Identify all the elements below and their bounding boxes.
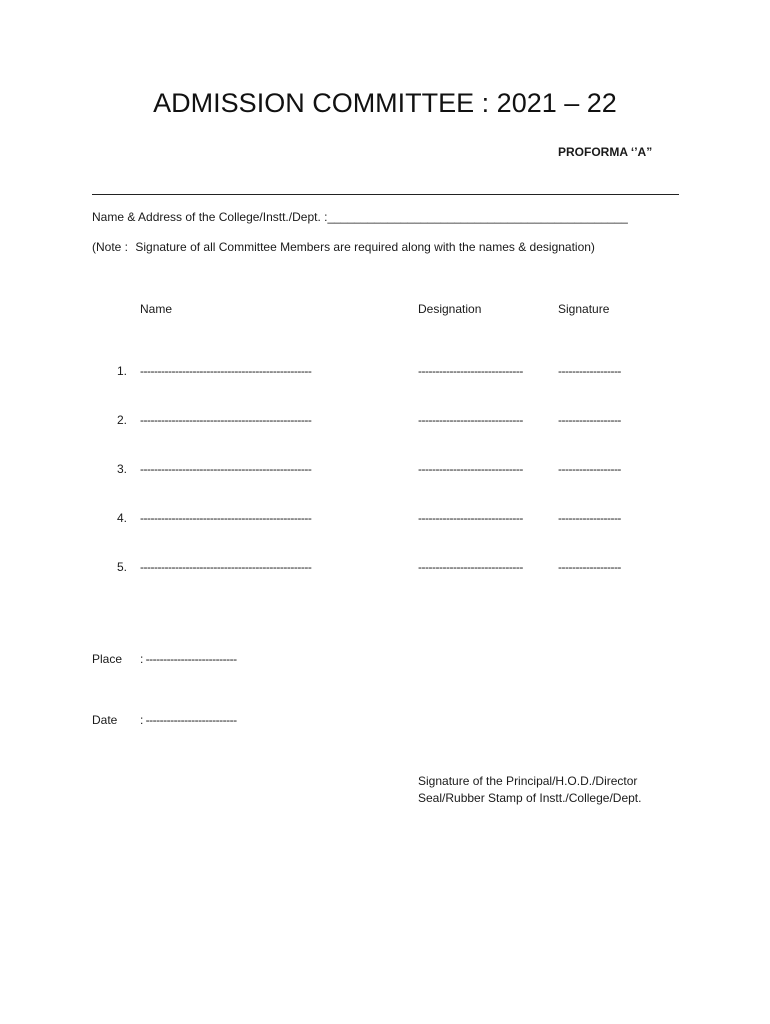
college-field-blank[interactable]: _____________________________________________ <box>327 210 628 224</box>
row-number: 3. <box>116 462 127 476</box>
row-signature-blank[interactable]: ------------------ <box>558 462 621 476</box>
row-signature-blank[interactable]: ------------------ <box>558 560 621 574</box>
college-field-label: Name & Address of the College/Instt./Dept. : <box>92 210 328 224</box>
row-number: 1. <box>116 364 127 378</box>
row-designation-blank[interactable]: ------------------------------ <box>418 364 523 378</box>
header-name: Name <box>140 302 173 316</box>
page-title: ADMISSION COMMITTEE : 2021 – 22 <box>153 88 617 118</box>
place-label: Place <box>92 652 123 666</box>
row-signature-blank[interactable]: ------------------ <box>558 511 621 525</box>
row-name-blank[interactable]: ------------------------------------------------- <box>140 413 312 427</box>
row-signature-blank[interactable]: ------------------ <box>558 413 621 427</box>
note-prefix: (Note : <box>92 240 129 254</box>
row-name-blank[interactable]: ------------------------------------------------- <box>140 511 312 525</box>
place-blank[interactable]: : -------------------------- <box>140 652 237 666</box>
row-name-blank[interactable]: ------------------------------------------------- <box>140 462 312 476</box>
row-designation-blank[interactable]: ------------------------------ <box>418 462 523 476</box>
row-name-blank[interactable]: ------------------------------------------------- <box>140 560 312 574</box>
row-number: 2. <box>116 413 127 427</box>
header-signature: Signature <box>558 302 610 316</box>
note <box>92 240 595 254</box>
date-blank[interactable]: : -------------------------- <box>140 713 237 727</box>
note-text: Signature of all Committee Members are required along with the names & designation) <box>135 240 595 254</box>
title-divider <box>92 194 679 195</box>
row-designation-blank[interactable]: ------------------------------ <box>418 560 523 574</box>
row-name-blank[interactable]: ------------------------------------------------- <box>140 364 312 378</box>
seal-stamp-label: Seal/Rubber Stamp of Instt./College/Dept. <box>418 791 642 805</box>
header-designation: Designation <box>418 302 482 316</box>
college-field <box>92 210 628 224</box>
signature-principal-label: Signature of the Principal/H.O.D./Director <box>418 774 638 788</box>
row-number: 5. <box>116 560 127 574</box>
row-designation-blank[interactable]: ------------------------------ <box>418 413 523 427</box>
date-label: Date <box>92 713 118 727</box>
row-number: 4. <box>116 511 127 525</box>
proforma-label: PROFORMA ‘’A” <box>558 145 653 159</box>
row-designation-blank[interactable]: ------------------------------ <box>418 511 523 525</box>
row-signature-blank[interactable]: ------------------ <box>558 364 621 378</box>
